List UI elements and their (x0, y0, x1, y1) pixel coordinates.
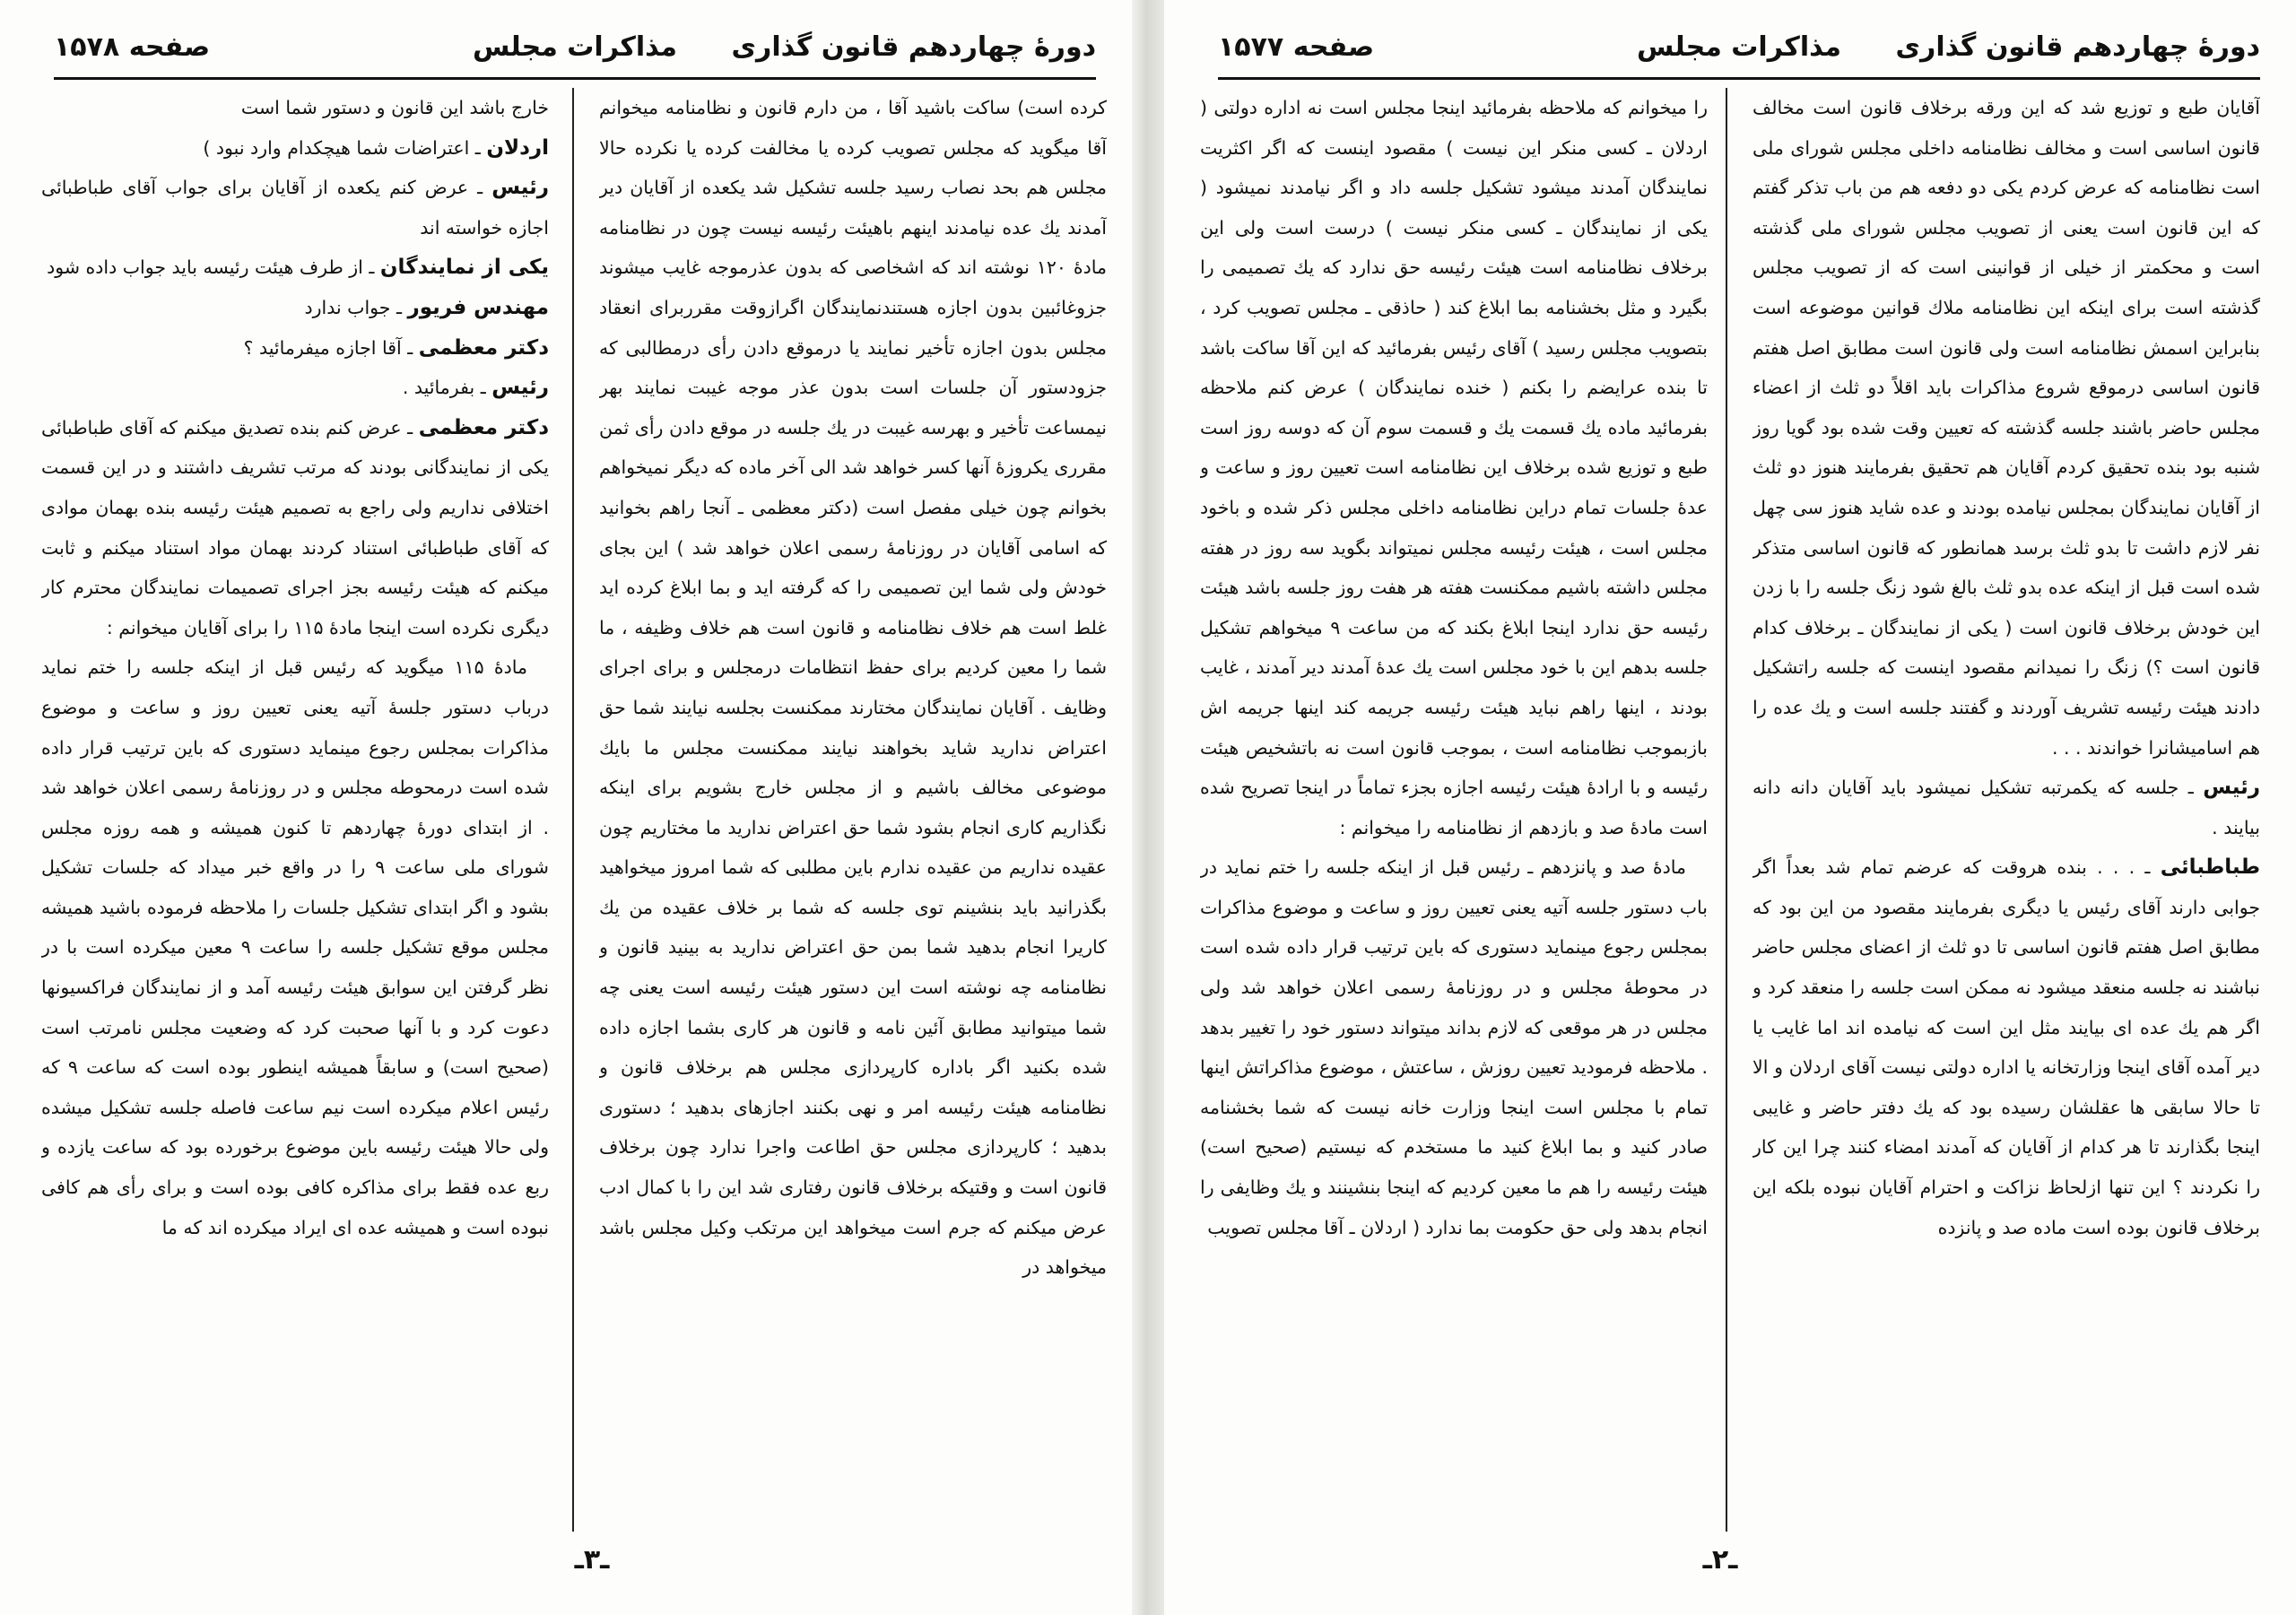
speaker-name: یکی از نمایندگان (379, 256, 549, 280)
speech-paragraph (1752, 768, 2260, 847)
text-column-left (41, 88, 549, 1532)
speaker-name: مهندس فریور (407, 295, 549, 319)
column-divider (1726, 88, 1727, 1532)
speech-text: ـ از طرف هیئت رئیسه باید جواب داده شود (47, 256, 380, 279)
header-rule (54, 77, 1096, 80)
speaker-name: اردلان (486, 135, 549, 160)
page-number: صفحه ۱۵۷۷ (1218, 31, 1375, 63)
page-header (1218, 23, 2260, 72)
speech-paragraph (1752, 847, 2260, 1247)
page-footer-number: ـ۲ـ (1702, 1544, 1738, 1576)
text-column-right (599, 88, 1107, 1532)
column-divider (572, 88, 574, 1532)
speech-text: ـ جلسه که یکمرتبه تشکیل نمیشود باید آقایان دانه دانه بیایند . (1752, 777, 2260, 838)
speaker-name: رئیس (491, 176, 549, 200)
publication-title: مذاکرات مجلس (472, 31, 678, 63)
header-rule (1218, 77, 2260, 80)
text-paragraph: خارج باشد این قانون و دستور شما است (240, 97, 549, 118)
text-paragraph: مادهٔ ۱۱۵ میگوید که رئیس قبل از اینکه جلسه را ختم نماید درباب دستور جلسهٔ آتیه یعنی تعیین روز و ساعت و موضوع مذاکرات بمجلس رجوع مینماید دستوری که باین ترتیب قرار داده شده است درمحوطه مجلس و در روزنامهٔ رسمی اعلان خواهد شد . از ابتدای دورهٔ چهاردهم تا کنون همیشه و همه روزه مجلس شورای ملی ساعت ۹ را در واقع خبر میداد که جلسات تشکیل بشود و اگر ابتدای تشکیل جلسات را ملاحظه فرموده باشید همیشه مجلس موقع تشکیل جلسه را ساعت ۹ معین میکرده است با در نظر گرفتن این سوابق هیئت رئیسه آمد و از نمایندگان فراکسیونها دعوت کرد و با آنها صحبت کرد که وضعیت مجلس نامرتب است (صحیح است) و سابقاً همیشه اینطور بوده است که ساعت ۹ که رئیس اعلام میکرده است نیم ساعت فاصله جلسه تشکیل میشده ولی حالا هیئت رئیسه باین موضوع برخورده بود که ساعت یازده و ربع عده فقط برای مذاکره کافی بوده است و برای رأی هم کافی نبوده است و همیشه عده ای ایراد میکرده اند که ما (41, 656, 549, 1238)
right-page (1164, 0, 2296, 1615)
series-title: دورهٔ چهاردهم قانون گذاری (731, 31, 1096, 63)
left-page (0, 0, 1132, 1615)
speech-text: ـ آقا اجازه میفرمائید ؟ (243, 336, 419, 359)
speech-text: ـ اعتراضات شما هیچکدام وارد نبود ) (203, 136, 487, 159)
speech-paragraph (41, 328, 549, 369)
text-column-right (1752, 88, 2260, 1532)
speech-text: ـ عرض کنم یکعده از آقایان برای جواب آقای طباطبائی اجازه خواسته اند (41, 177, 549, 239)
speech-text: ـ عرض کنم بنده تصدیق میکنم که آقای طباطبائی یکی از نمایندگانی بودند که مرتب تشریف داشتند و در این قسمت اختلافی نداریم ولی راجع به تصمیم هیئت رئیسه بنده بهمان موادی که آقای طباطبائی استناد کردند بهمان مواد استناد میکنم و ثابت میکنم که هیئت رئیسه بجز اجرای تصمیمات نمایندگان محترم کار دیگری نکرده است اینجا مادهٔ ۱۱۵ را برای آقایان میخوانم : (41, 416, 549, 638)
text-column-left (1200, 88, 1708, 1532)
binding-gutter (1132, 0, 1164, 1615)
speaker-name: رئیس (491, 376, 549, 400)
speech-text: ـ جواب ندارد (304, 296, 408, 318)
page-number: صفحه ۱۵۷۸ (54, 31, 211, 63)
speech-paragraph (41, 128, 549, 169)
speech-text: ـ بفرمائید . (402, 377, 492, 399)
series-title: دورهٔ چهاردهم قانون گذاری (1895, 31, 2260, 63)
speaker-name: دکتر معظمی (418, 335, 549, 360)
page-header (54, 23, 1096, 72)
speech-paragraph (41, 247, 549, 288)
speech-text: ـ . . . بنده هروقت که عرضم تمام شد بعداً اگر جوابی دارند آقای رئیس یا دیگری بفرمایند مقصود من این بود که مطابق اصل هفتم قانون اساسی تا دو ثلث از اعضای مجلس حاضر نباشند نه جلسه منعقد میشود نه ممکن است جلسه را منعقد کرد و اگر هم یك عده ای بیایند مثل این است که نیامده اند اما غایب یا دیر آمده آقای اینجا وزارتخانه یا اداره دولتی نیست آقای اردلان و الا تا حالا سابقی ها عقلشان رسیده بود که یك دفتر حاضر و غایبی اینجا بگذارند تا هر کدام از آقایان که آمدند امضاء کنند چرا این کار را نکردند ؟ این تنها ازلحاظ نزاکت و احترام آقایان نبوده بلکه این برخلاف قانون بوده است ماده صد و پانزده (1752, 856, 2260, 1238)
text-paragraph: را میخوانم که ملاحظه بفرمائید اینجا مجلس است نه اداره دولتی ( اردلان ـ کسی منکر این نیست ) مقصود اینست که اگر اکثریت نمایندگان آمدند میشود تشکیل جلسه داد و اگر نیامدند نمیشود ( یکی از نمایندگان ـ کسی منکر نیست ) درست است ولی این برخلاف نظامنامه است هیئت رئیسه حق ندارد که یك تصمیمی را بگیرد و مثل بخشنامه بما ابلاغ کند ( حاذقی ـ مجلس تصویب کرد ، بتصویب مجلس رسید ) آقای رئیس بفرمائید که این آقا ساکت باشد تا بنده عرایضم را بکنم ( خنده نمایندگان ) عرض کنم ملاحظه بفرمائید ماده یك قسمت یك و قسمت سوم آن که دوسه روز است طبع و توزیع شده برخلاف این نظامنامه است تعیین روز و ساعت و عدهٔ جلسات تمام دراین نظامنامه داخلی مجلس ذکر شده و باخود مجلس است ، هیئت رئیسه مجلس نمیتواند بگوید سه روز در هفته مجلس داشته باشیم ممکنست هفته هر هفت روز جلسه باشد هیئت رئیسه حق ندارد اینجا ابلاغ بکند که من ساعت ۹ میخواهم تشکیل جلسه بدهم این با خود مجلس است یك عدهٔ آمدند دیر آمدند ، غایب بودند ، اینها راهم نباید هیئت رئیسه جریمه کند اینها جریمه اش بازبموجب نظامنامه است ، بموجب قانون است نه باتشخیص هیئت رئیسه و با ارادهٔ هیئت رئیسه اجازه بجزء تماماً در اینجا تصریح شده است مادهٔ صد و بازدهم از نظامنامه را میخوانم : (1200, 97, 1708, 838)
speaker-name: رئیس (2203, 776, 2260, 800)
speech-paragraph (41, 368, 549, 408)
speaker-name: طباطبائی (2160, 855, 2260, 880)
publication-title: مذاکرات مجلس (1636, 31, 1842, 63)
speech-paragraph (41, 288, 549, 328)
speech-paragraph (41, 168, 549, 247)
text-paragraph: مادهٔ صد و پانزدهم ـ رئیس قبل از اینکه جلسه را ختم نماید در باب دستور جلسه آتیه یعنی تعیین روز و ساعت و موضوع مذاکرات بمجلس رجوع مینماید دستوری که باین ترتیب قرار داده شده است در محوطهٔ مجلس و در روزنامهٔ رسمی اعلان خواهد شد ولی مجلس در هر موقعی که لازم بداند میتواند دستور خود را تغییر بدهد . ملاحظه فرمودید تعیین روزش ، ساعتش ، موضوع مذاکراتش اینها تمام با مجلس است اینجا وزارت خانه نیست که شما بخشنامه صادر کنید و بما ابلاغ کنید ما مستخدم که نیستیم (صحیح است) هیئت رئیسه را هم ما معین کردیم که اینجا بنشینند و یك وظایفی را انجام بدهد ولی حق حکومت بما ندارد ( اردلان ـ آقا مجلس تصویب (1200, 856, 1708, 1238)
speech-paragraph (41, 408, 549, 648)
page-footer-number: ـ۳ـ (574, 1544, 610, 1576)
speaker-name: دکتر معظمی (418, 415, 549, 439)
text-paragraph: آقایان طبع و توزیع شد که این ورقه برخلاف قانون است مخالف قانون اساسی است و مخالف نظامنامه داخلی مجلس شورای ملی است نظامنامه که عرض کردم یکی دو دفعه هم من باب تذکر گفتم که این قانون است یعنی از تصویب مجلس شورای ملی گذشته است و محکمتر از خیلی از قوانینی است که از تصویب مجلس گذشته است برای اینکه این نظامنامه ملاك قوانین موضوعه است بنابراین اسمش نظامنامه است ولی قانون است مطابق اصل هفتم قانون اساسی درموقع شروع مذاکرات باید اقلاً دو ثلث از اعضاء مجلس حاضر باشند جلسه گذشته که تعیین وقت شده بود گویا روز شنبه بود بنده تحقیق کردم آقایان هم تحقیق بفرمایند هنوز دو ثلث از آقایان نمایندگان بمجلس نیامده بودند و عده شاید هنوز سی چهل نفر لازم داشت تا بدو ثلث برسد همانطور که قانون اساسی متذکر شده است قبل از اینکه عده بدو ثلث بالغ شود زنگ جلسه را با زدن این خودش برخلاف قانون است ( یکی از نمایندگان ـ برخلاف کدام قانون است ؟) زنگ را نمیدانم مقصود اینست که جلسه راتشکیل دادند هیئت رئیسه تشریف آوردند و گفتند جلسه است و یك عده را هم اسامیشانرا خواندند . . . (1752, 97, 2260, 759)
text-paragraph: کرده است) ساکت باشید آقا ، من دارم قانون و نظامنامه میخوانم آقا میگوید که مجلس تصویب کرده یا مخالفت کرده یا نکرده حالا مجلس هم بحد نصاب رسید جلسه تشکیل شد یکعده از آقایان دیر آمدند یك عده نیامدند اینهم باهیئت رئیسه نیست چون در نظامنامه مادهٔ ۱۲۰ نوشته اند که اشخاصی که بدون عذرموجه غایب میشوند جزوغائبین بدون اجازه هستندنمایندگان اگرازوقت مقرربرای انعقاد مجلس بدون اجازه تأخیر نمایند یا درموقع دادن رأی درمطالبی که جزودستور آن جلسات است بدون عذر موجه غیبت نمایند بهر نیمساعت تأخیر و بهرسه غیبت در یك جلسه در موقع دادن رأی ثمن مقرری یکروزهٔ آنها کسر خواهد شد الی آخر ماده که دیگر نمیخواهم بخوانم چون خیلی مفصل است (دکتر معظمی ـ آنجا راهم بخوانید که اسامی آقایان در روزنامهٔ رسمی اعلان خواهد شد ) این بجای خودش ولی شما این تصمیمی را که گرفته اید و بما ابلاغ کرده اید غلط است هم خلاف نظامنامه و قانون است هم خلاف وظیفه ، ما شما را معین کردیم برای حفظ انتظامات درمجلس و برای اجرای وظایف . آقایان نمایندگان مختارند ممکنست بجلسه نیایند شما حق اعتراض ندارید شاید بخواهند نیایند ممکنست مجلس ما بایك موضوعی مخالف باشیم و از مجلس خارج بشویم برای اینکه نگذاریم کاری انجام بشود شما حق اعتراض ندارید ما مختاریم چون عقیده نداریم من عقیده ندارم باین مطلبی که شما امروز میخواهید بگذرانید باید بنشینم توی جلسه که شما بر خلاف عقیده من یك کاریرا انجام بدهید شما بمن حق اعتراض ندارید به بینید قانون و نظامنامه چه نوشته است این دستور هیئت رئیسه است یعنی چه شما میتوانید مطابق آئین نامه و قانون هر کاری بشما اجازه داده شده بکنید اگر باداره کارپردازی مجلس هم برخلاف قانون و نظامنامه هیئت رئیسه امر و نهی بکنند اجازهای بدهید ؛ دستوری بدهید ؛ کارپردازی مجلس حق اطاعت واجرا ندارد چون برخلاف قانون است و وقتیکه برخلاف قانون رفتاری شد این را با کمال ادب عرض میکنم که جرم است میخواهد این مرتکب وکیل مجلس باشد میخواهد در (599, 97, 1107, 1279)
